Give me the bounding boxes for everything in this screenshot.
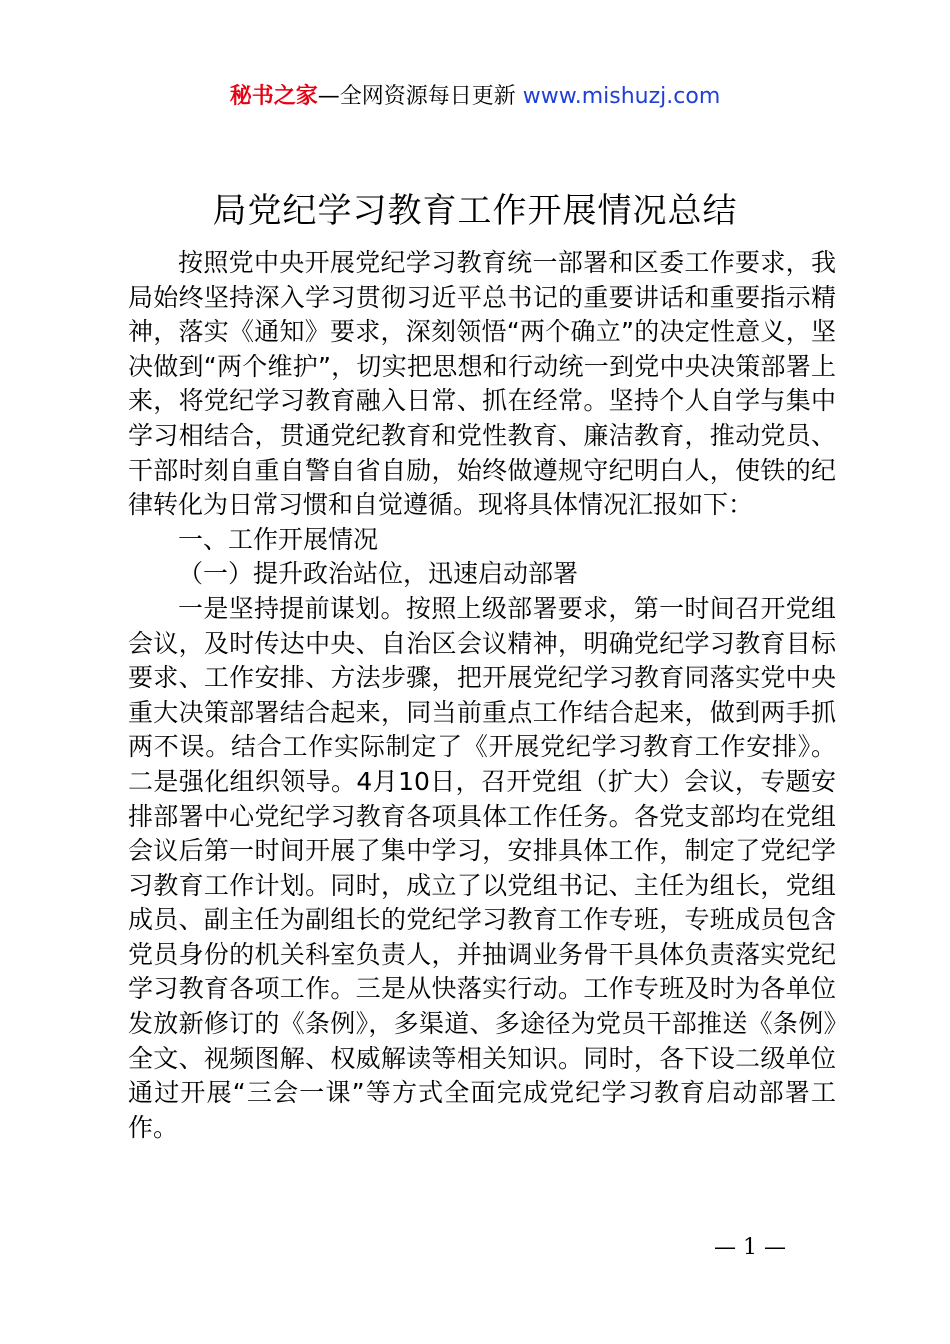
section-heading: 一、工作开展情况 xyxy=(178,524,379,554)
intro-paragraph: 按照党中央开展党纪学习教育统一部署和区委工作要求，我局始终坚持深入学习贯彻习近平总书记的重要讲话和重要指示精神，落实《通知》要求，深刻领悟“两个确立”的决定性意义，坚决做到“两个维护”，切实把思想和行动统一到党中央决策部署上来，将党纪学习教育融入日常、抓在经常。坚持个人自学与集中学习相结合，贯通党纪教育和党性教育、廉洁教育，推动党员、干部时刻自重自警自省自励，始终做遵规守纪明白人，使铁的纪律转化为日常习惯和自觉遵循。现将具体情况汇报如下： xyxy=(128,248,836,520)
brand-name: 秘书之家 xyxy=(229,84,318,109)
page-number: — 1 — xyxy=(714,1235,786,1260)
document-title: 局党纪学习教育工作开展情况总结 xyxy=(212,191,738,231)
document-body xyxy=(128,246,836,1145)
header-tagline: —全网资源每日更新 xyxy=(317,84,523,109)
body-paragraph: 一是坚持提前谋划。按照上级部署要求，第一时间召开党组会议，及时传达中央、自治区会议精神，明确党纪学习教育目标要求、工作安排、方法步骤，把开展党纪学习教育同落实党中央重大决策部署结合起来，同当前重点工作结合起来，做到两手抓两不误。结合工作实际制定了《开展党纪学习教育工作安排》。二是强化组织领导。4月10日，召开党组（扩大）会议，专题安排部署中心党纪学习教育各项具体工作任务。各党支部均在党组会议后第一时间开展了集中学习，安排具体工作，制定了党纪学习教育工作计划。同时，成立了以党组书记、主任为组长，党组成员、副主任为副组长的党纪学习教育工作专班，专班成员包含党员身份的机关科室负责人，并抽调业务骨干具体负责落实党纪学习教育各项工作。三是从快落实行动。工作专班及时为各单位发放新修订的《条例》，多渠道、多途径为党员干部推送《条例》全文、视频图解、权威解读等相关知识。同时，各下设二级单位通过开展“三会一课”等方式全面完成党纪学习教育启动部署工作。 xyxy=(128,593,836,1142)
site-header xyxy=(0,82,950,112)
site-url[interactable]: www.mishuzj.com xyxy=(522,84,721,109)
subsection-heading: （一）提升政治站位，迅速启动部署 xyxy=(178,559,579,589)
